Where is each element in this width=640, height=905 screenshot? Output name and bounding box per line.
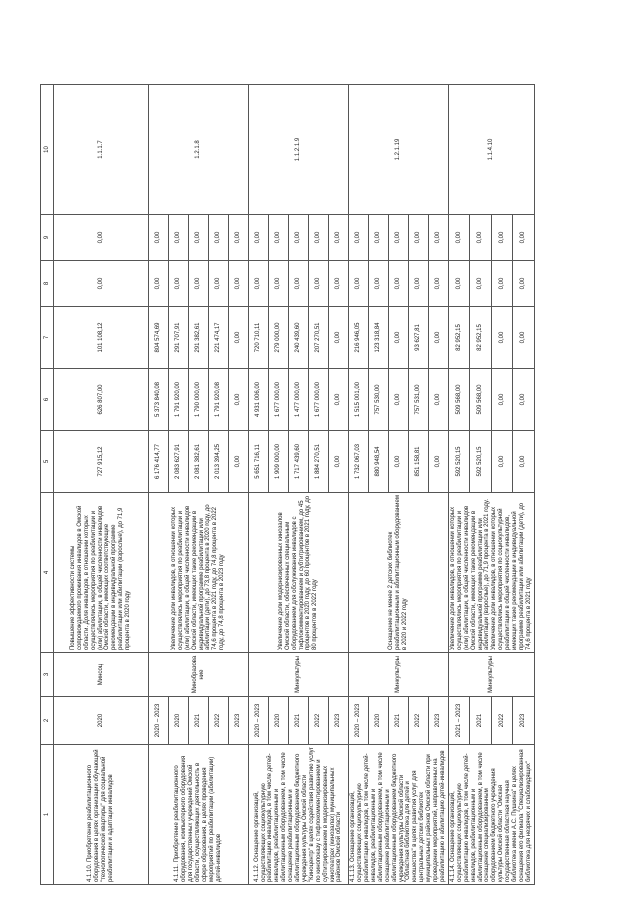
- indicator-cell: Увеличение доли инвалидов, в отношении которых осуществлялись мероприятия по реабилитации и (или) абилитации, в общей численности инвалидов Омской области, имеющих такие рекомендации в индивидуальной программе реабилитации или абилитации (взрослые), до 71,9 процента в 2021 году. Увеличение доли инвалидов, в отношении которых осуществлялись мероприятия по социокультурной реабилитации в общей численности инвалидов, имеющих такие рекомендации в индивидуальной программе реабилитации или абилитации (дети), до 74,6 процента в 2021 году: [449, 493, 535, 653]
- measure-title: 4.1.14. Оснащение организаций, осуществляющих социокультурную реабилитацию инвалидов, в том числе детей-инвалидов, реабилитационным и абилитационным оборудованием, в том числе оснащение специализированным оборудованием бюджетного учреждения культуры Омской области "Омская государственная областная научная библиотека имени А.С. Пушкина" в целях оснащения его филиала "Специализированная библиотека для незрячих и слабовидящих": [449, 745, 535, 885]
- period-cell: 2020 – 2023: [149, 697, 169, 745]
- measure-title: 4.1.11. Приобретение реабилитационного оборудования, компьютерного оборудования для государственных учреждений Омской области, осуществляющих деятельность в сфере образования, в целях проведения мероприятий по реабилитации (абилитации) детей-инвалидов: [149, 745, 249, 885]
- federal-cell: 0,00: [491, 369, 512, 431]
- total-cell: 5 651 716,11: [249, 431, 269, 493]
- municipal-cell: 0,00: [229, 261, 249, 307]
- header-col-2: 2: [41, 697, 54, 745]
- indicator-cell: Увеличение доли модернизированных кинозалов Омской области, обеспеченных специальным оборудованием для обслуживания инвалидов с тифлокомментированием и субтитрированием, до 45 процентов в 2020 году, до 60 процентов в 2021 году, до 80 процентов в 2022 году: [249, 493, 349, 653]
- regional-cell: 0,00: [491, 307, 512, 369]
- header-row: [41, 85, 54, 885]
- federal-cell: 0,00: [389, 369, 409, 431]
- code-cell: 1.1.1.7: [54, 85, 149, 215]
- other-cell: 0,00: [189, 215, 209, 261]
- regional-cell: 207 270,51: [309, 307, 329, 369]
- table-row: [149, 85, 169, 885]
- federal-cell: 0,00: [329, 369, 349, 431]
- period-cell: 2022: [309, 697, 329, 745]
- header-col-10: 10: [41, 85, 54, 215]
- total-cell: 592 520,15: [449, 431, 470, 493]
- other-cell: 0,00: [229, 215, 249, 261]
- regional-cell: 101 108,12: [54, 307, 149, 369]
- regional-cell: 93 627,81: [409, 307, 429, 369]
- municipal-cell: 0,00: [149, 261, 169, 307]
- other-cell: 0,00: [491, 215, 512, 261]
- municipal-cell: 0,00: [470, 261, 491, 307]
- indicator-cell: Увеличение доли инвалидов, в отношении которых осуществлялись мероприятия по реабилитации и (или) абилитации, в общей численности инвалидов Омской области, имеющих такие рекомендации в индивидуальной программе реабилитации или абилитации (дети), до 73,8 процента в 2020 году, до 74,6 процента в 2021 году, до 74,8 процента в 2022 году, до 74,8 процента в 2023 году: [149, 493, 249, 653]
- other-cell: 0,00: [513, 215, 534, 261]
- other-cell: 0,00: [209, 215, 229, 261]
- municipal-cell: 0,00: [491, 261, 512, 307]
- regional-cell: 0,00: [389, 307, 409, 369]
- total-cell: 6 176 414,77: [149, 431, 169, 493]
- period-cell: 2021: [189, 697, 209, 745]
- municipal-cell: 0,00: [189, 261, 209, 307]
- federal-cell: 509 568,00: [470, 369, 491, 431]
- federal-cell: 1 790 000,00: [189, 369, 209, 431]
- other-cell: 0,00: [149, 215, 169, 261]
- federal-cell: 1 791 920,00: [169, 369, 189, 431]
- municipal-cell: 0,00: [409, 261, 429, 307]
- federal-cell: 1 477 000,00: [289, 369, 309, 431]
- table-row: [449, 85, 470, 885]
- period-cell: 2020 – 2023: [349, 697, 369, 745]
- municipal-cell: 0,00: [309, 261, 329, 307]
- federal-cell: 0,00: [513, 369, 534, 431]
- federal-cell: 1 791 920,08: [209, 369, 229, 431]
- other-cell: 0,00: [369, 215, 389, 261]
- header-col-1: 1: [41, 745, 54, 885]
- total-cell: 0,00: [389, 431, 409, 493]
- municipal-cell: 0,00: [289, 261, 309, 307]
- regional-cell: 279 000,00: [269, 307, 289, 369]
- other-cell: 0,00: [269, 215, 289, 261]
- period-cell: 2023: [429, 697, 449, 745]
- total-cell: 592 520,15: [470, 431, 491, 493]
- regional-cell: 240 439,60: [289, 307, 309, 369]
- other-cell: 0,00: [409, 215, 429, 261]
- other-cell: 0,00: [349, 215, 369, 261]
- header-col-7: 7: [41, 307, 54, 369]
- other-cell: 0,00: [470, 215, 491, 261]
- total-cell: 2 013 394,25: [209, 431, 229, 493]
- header-col-5: 5: [41, 431, 54, 493]
- municipal-cell: 0,00: [449, 261, 470, 307]
- code-cell: 1.1.4.10: [449, 85, 535, 215]
- other-cell: 0,00: [309, 215, 329, 261]
- period-cell: 2021: [289, 697, 309, 745]
- period-cell: 2023: [229, 697, 249, 745]
- other-cell: 0,00: [449, 215, 470, 261]
- municipal-cell: 0,00: [389, 261, 409, 307]
- regional-cell: 221 474,17: [209, 307, 229, 369]
- table-row: [349, 85, 369, 885]
- federal-cell: 0,00: [429, 369, 449, 431]
- regional-cell: 0,00: [229, 307, 249, 369]
- executor-cell: Минкультуры: [449, 653, 535, 697]
- table-row: [249, 85, 269, 885]
- municipal-cell: 0,00: [429, 261, 449, 307]
- federal-cell: 757 531,00: [409, 369, 429, 431]
- municipal-cell: 0,00: [249, 261, 269, 307]
- executor-cell: Минобразование: [149, 653, 249, 697]
- total-cell: 0,00: [513, 431, 534, 493]
- period-cell: 2020: [169, 697, 189, 745]
- period-cell: 2021 – 2023: [449, 697, 470, 745]
- total-cell: 727 915,12: [54, 431, 149, 493]
- regional-cell: 82 952,15: [470, 307, 491, 369]
- regional-cell: 804 574,69: [149, 307, 169, 369]
- regional-cell: 216 946,05: [349, 307, 369, 369]
- total-cell: 1 717 439,60: [289, 431, 309, 493]
- federal-cell: 1 677 000,00: [269, 369, 289, 431]
- regional-cell: 82 952,15: [449, 307, 470, 369]
- measure-title: 4.1.10. Приобретение реабилитационного оборудования в целях организации обучающей "технологической квартиры" для социальной реабилитации и адаптации инвалидов: [54, 745, 149, 885]
- federal-cell: 757 530,00: [369, 369, 389, 431]
- period-cell: 2021: [389, 697, 409, 745]
- municipal-cell: 0,00: [349, 261, 369, 307]
- header-col-6: 6: [41, 369, 54, 431]
- total-cell: 0,00: [491, 431, 512, 493]
- period-cell: 2023: [329, 697, 349, 745]
- other-cell: 0,00: [389, 215, 409, 261]
- total-cell: 1 884 270,51: [309, 431, 329, 493]
- measure-title: 4.1.13. Оснащение организаций, осуществляющих социокультурную реабилитацию инвалидов, в том числе детей-инвалидов, реабилитационным и абилитационным оборудованием, в том числе оснащение реабилитационным и абилитационным оборудованием бюджетного учреждения культуры Омской области "Областная библиотека для детей и юношества" в целях развития услуг для центральных детских библиотек муниципальных районов Омской области при проведении мероприятий, направленных на реабилитацию и абилитацию детей-инвалидов: [349, 745, 449, 885]
- indicator-cell: Оснащение не менее 2 детских библиотек реабилитационным и абилитационным оборудованием в 2020 и 2022 году: [349, 493, 449, 653]
- federal-cell: 1 515 001,00: [349, 369, 369, 431]
- program-table: [40, 84, 535, 885]
- indicator-cell: Повышение эффективности системы сопровождаемого проживания инвалидов в Омской области. Доля инвалидов, в отношении которых осуществлялись мероприятия по реабилитации и (или) абилитации, в общей численности инвалидов Омской области, имеющих соответствующие рекомендации в индивидуальной программе реабилитации или абилитации (взрослые), до 71,9 процента в 2020 году: [54, 493, 149, 653]
- measure-title: 4.1.12. Оснащение организаций, осуществляющих социокультурную реабилитацию инвалидов, в том числе детей-инвалидов, реабилитационным и абилитационным оборудованием, в том числе оснащение реабилитационным и абилитационным оборудованием бюджетного учреждения культуры Омской области "Киноцентр" в целях содействия развитию услуг по кинопоказу с тифлокомментированием и субтитрированием в модернизированных кинотеатрах (кинозалах) муниципальных районов Омской области: [249, 745, 349, 885]
- municipal-cell: 0,00: [369, 261, 389, 307]
- rotated-table-container: [40, 85, 605, 885]
- total-cell: 0,00: [429, 431, 449, 493]
- code-cell: 1.1.2.1.9: [249, 85, 349, 215]
- period-cell: 2022: [409, 697, 429, 745]
- period-cell: 2020: [54, 697, 149, 745]
- total-cell: 0,00: [329, 431, 349, 493]
- total-cell: 0,00: [229, 431, 249, 493]
- other-cell: 0,00: [329, 215, 349, 261]
- period-cell: 2020 – 2023: [249, 697, 269, 745]
- regional-cell: 123 318,84: [369, 307, 389, 369]
- other-cell: 0,00: [289, 215, 309, 261]
- period-cell: 2020: [369, 697, 389, 745]
- total-cell: 1 909 000,00: [269, 431, 289, 493]
- municipal-cell: 0,00: [209, 261, 229, 307]
- regional-cell: 0,00: [513, 307, 534, 369]
- federal-cell: 4 931 006,00: [249, 369, 269, 431]
- code-cell: 1.2.1.19: [349, 85, 449, 215]
- period-cell: 2022: [209, 697, 229, 745]
- municipal-cell: 0,00: [513, 261, 534, 307]
- table-row: [54, 85, 149, 885]
- regional-cell: 0,00: [329, 307, 349, 369]
- federal-cell: 626 807,00: [54, 369, 149, 431]
- period-cell: 2023: [513, 697, 534, 745]
- municipal-cell: 0,00: [269, 261, 289, 307]
- municipal-cell: 0,00: [169, 261, 189, 307]
- other-cell: 0,00: [169, 215, 189, 261]
- period-cell: 2021: [470, 697, 491, 745]
- total-cell: 880 948,54: [369, 431, 389, 493]
- executor-cell: Минкультуры: [249, 653, 349, 697]
- federal-cell: 0,00: [229, 369, 249, 431]
- regional-cell: 0,00: [429, 307, 449, 369]
- federal-cell: 1 677 000,00: [309, 369, 329, 431]
- regional-cell: 720 710,11: [249, 307, 269, 369]
- total-cell: 2 083 627,91: [169, 431, 189, 493]
- regional-cell: 291 707,91: [169, 307, 189, 369]
- period-cell: 2020: [269, 697, 289, 745]
- municipal-cell: 0,00: [329, 261, 349, 307]
- header-col-4: 4: [41, 493, 54, 653]
- executor-cell: Минкультуры: [349, 653, 449, 697]
- other-cell: 0,00: [429, 215, 449, 261]
- other-cell: 0,00: [249, 215, 269, 261]
- regional-cell: 291 382,61: [189, 307, 209, 369]
- code-cell: 1.2.1.8: [149, 85, 249, 215]
- federal-cell: 509 568,00: [449, 369, 470, 431]
- municipal-cell: 0,00: [54, 261, 149, 307]
- executor-cell: Минсоц: [54, 653, 149, 697]
- other-cell: 0,00: [54, 215, 149, 261]
- header-col-9: 9: [41, 215, 54, 261]
- period-cell: 2022: [491, 697, 512, 745]
- total-cell: 1 732 067,03: [349, 431, 369, 493]
- total-cell: 2 081 382,61: [189, 431, 209, 493]
- header-col-8: 8: [41, 261, 54, 307]
- header-col-3: 3: [41, 653, 54, 697]
- total-cell: 851 158,81: [409, 431, 429, 493]
- federal-cell: 5 373 840,08: [149, 369, 169, 431]
